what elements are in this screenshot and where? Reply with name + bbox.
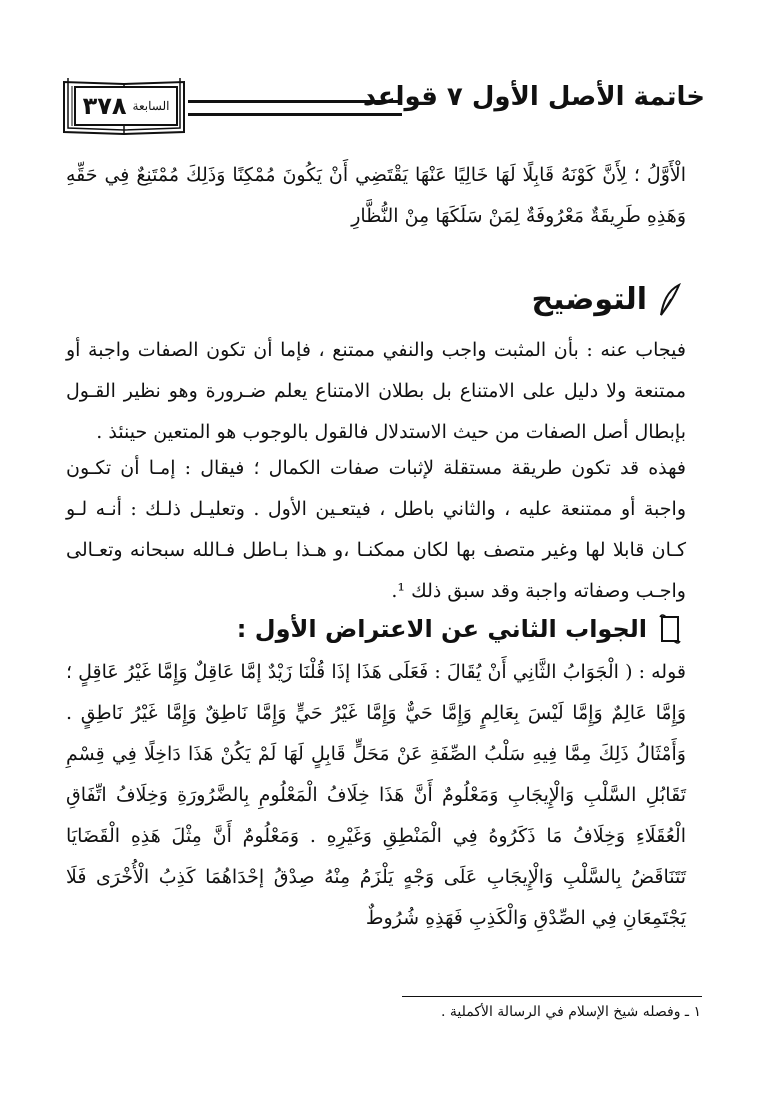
open-book-icon bbox=[60, 76, 188, 138]
footnote: ١ ـ وفصله شيخ الإسلام في الرسالة الأكملية . bbox=[440, 1004, 701, 1020]
paragraph-second-answer: قوله : ( الْجَوَابُ الثَّانِي أَنْ يُقَالَ : فَعَلَى هَذَا إذَا قُلْنَا زَيْدٌ إمَّا عَاقِلٌ وَإِمَّا غَيْرُ عَاقِلٍ ؛ وَإِمَّا عَالِمٌ وَإِمَّا لَيْسَ بِعَالِمٍ وَإِمَّا حَيٌّ وَإِمَّا غَيْرُ حَيٍّ وَإِمَّا نَاطِقٌ وَإِمَّا غَيْرُ نَاطِقٍ . وَأَمْثَالُ ذَلِكَ مِمَّا فِيهِ سَلْبُ الصِّفَةِ عَنْ مَحَلٍّ قَابِلٍ لَهَا لَمْ يَكُنْ هَذَا دَاخِلًا فِي قِسْمِ تَقَابُلِ السَّلْبِ وَالْإِيجَابِ وَمَعْلُومٌ أَنَّ هَذَا خِلَافُ الْمَعْلُومِ بِالضَّرُورَةِ وَخِلَافُ اتِّفَاقِ الْعُقَلَاءِ وَخِلَافُ مَا ذَكَرُوهُ فِي الْمَنْطِقِ وَغَيْرِهِ . وَمَعْلُومٌ أَنَّ مِثْلَ هَذِهِ الْقَضَايَا تَتَنَاقَضُ بِالسَّلْبِ وَالْإِيجَابِ عَلَى وَجْهٍ يَلْزَمُ مِنْهُ صِدْقُ إحْدَاهُمَا كَذِبُ الْأُخْرَى فَلَا يَجْتَمِعَانِ فِي الصِّدْقِ وَالْكَذِبِ فَهَذِهِ شُرُوطٌ bbox=[66, 661, 686, 929]
scroll-icon bbox=[657, 612, 683, 646]
quill-icon bbox=[657, 283, 683, 317]
paragraph-answer: فيجاب عنه : بأن المثبت واجب والنفي ممتنع ، فإما أن تكون الصفات واجبة أو ممتنعة ولا دليل على الامتناع بل بطلان الامتناع يعلم ضـرورة وهو نظير القـول بإبطال أصل الصفات من حيث الاستدلال فالقول بالوجوب هو المتعين حينئذ . bbox=[66, 339, 686, 443]
clarification-heading bbox=[532, 282, 683, 317]
page-header bbox=[60, 58, 705, 150]
chapter-name: السابعة bbox=[132, 99, 170, 113]
quoted-passage: الْأَوَّلُ ؛ لِأَنَّ كَوْنَهُ قَابِلًا لَهَا خَالِيًا عَنْهَا يَقْتَضِي أَنْ يَكُونَ مُمْكِنًا وَذَلِكَ مُمْتَنِعٌ فِي حَقِّهِ وَهَذِهِ طَرِيقَةٌ مَعْرُوفَةٌ لِمَنْ سَلَكَهَا مِنْ النُّظَّارِ bbox=[66, 164, 686, 227]
paragraph-method: فهذه قد تكون طريقة مستقلة لإثبات صفات الكمال ؛ فيقال : إمـا أن تكـون واجبة أو ممتنعة عليه ، والثاني باطل ، فيتعـين الأول . وتعليـل ذلـك : أنـه لـو كـان قابلا لها وغير متصف بها لكان ممكنـا ،و هـذا بـاطل فـالله سبحانه وتعـالى واجـب وصفاته واجبة وقد سبق ذلك ¹. bbox=[66, 457, 686, 602]
page-badge bbox=[74, 86, 178, 126]
footnote-divider bbox=[402, 996, 702, 997]
page-number: ٣٧٨ bbox=[82, 92, 127, 120]
second-answer-heading bbox=[237, 612, 683, 646]
second-answer-heading-text: الجواب الثاني عن الاعتراض الأول : bbox=[236, 615, 647, 643]
clarification-heading-text: التوضيح bbox=[531, 282, 647, 317]
page-title: خاتمة الأصل الأول ٧ قواعد bbox=[362, 82, 705, 112]
